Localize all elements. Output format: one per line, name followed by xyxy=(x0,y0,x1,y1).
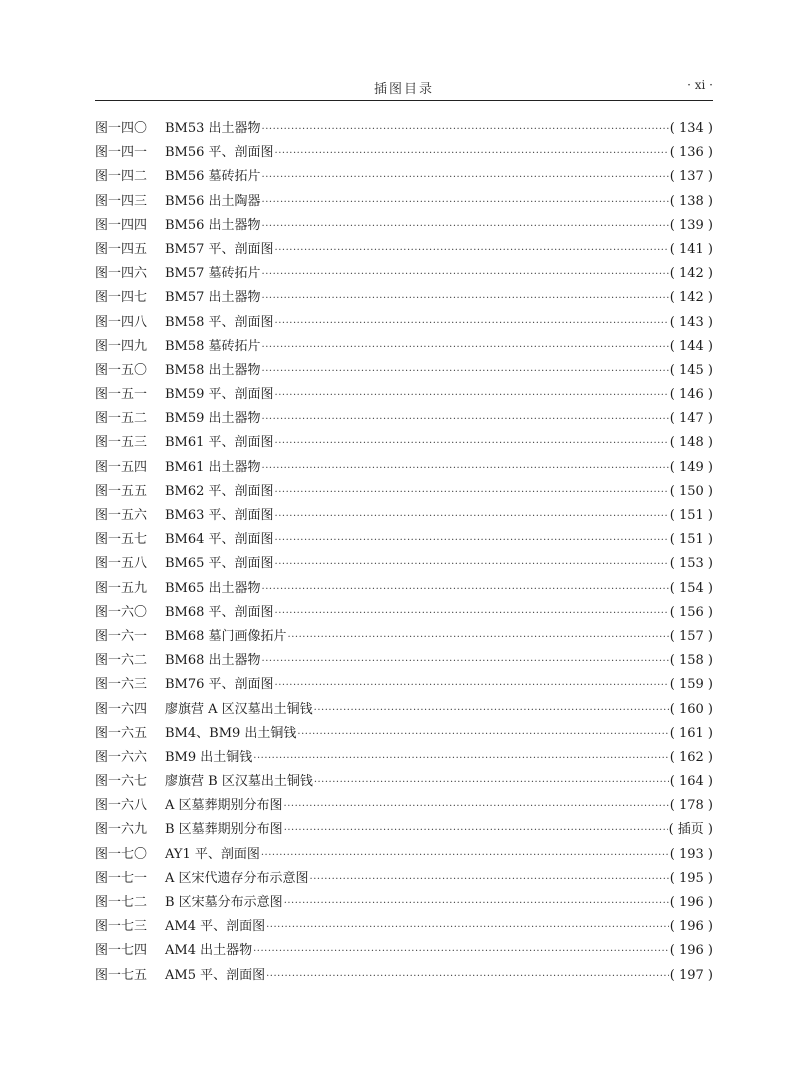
dot-leader xyxy=(284,795,669,819)
figure-title: BM62 平、剖面图 xyxy=(165,483,274,499)
figure-title: B 区墓葬期别分布图 xyxy=(165,822,283,838)
figure-title: BM59 出土器物 xyxy=(165,411,261,427)
figure-number: 图一四九 xyxy=(95,338,148,354)
figure-title: BM61 出土器物 xyxy=(165,459,261,475)
toc-entry[interactable] xyxy=(95,262,713,286)
figure-number: 图一七四 xyxy=(95,943,148,959)
figure-number: 图一五九 xyxy=(95,580,148,596)
figure-number: 图一四一 xyxy=(95,145,148,161)
toc-entry[interactable] xyxy=(95,649,713,673)
figure-title: BM68 墓门画像拓片 xyxy=(165,628,287,644)
figure-number: 图一六一 xyxy=(95,628,148,644)
running-head-title: 插图目录 xyxy=(373,82,434,97)
figure-number: 图一七一 xyxy=(95,870,148,886)
toc-entry[interactable] xyxy=(95,794,713,818)
page-reference: ( 143 ) xyxy=(669,314,713,330)
toc-entry[interactable] xyxy=(95,698,713,722)
dot-leader xyxy=(262,457,669,481)
header-rule xyxy=(95,100,713,101)
figure-number: 图一五二 xyxy=(95,411,148,427)
page-reference: ( 134 ) xyxy=(669,121,713,136)
page-number: · xi · xyxy=(687,78,713,92)
toc-entry[interactable] xyxy=(95,311,713,335)
figure-title: BM76 平、剖面图 xyxy=(165,677,274,693)
figure-title: BM58 墓砖拓片 xyxy=(165,338,261,354)
figure-number: 图一六二 xyxy=(95,653,148,669)
page-reference: ( 138 ) xyxy=(669,193,713,209)
figure-title: BM65 出土器物 xyxy=(165,580,261,596)
toc-entry[interactable] xyxy=(95,165,713,189)
page-reference: ( 142 ) xyxy=(669,290,713,306)
figure-title: BM64 平、剖面图 xyxy=(165,532,274,548)
figure-number: 图一四六 xyxy=(95,266,148,282)
dot-leader xyxy=(275,142,669,166)
dot-leader xyxy=(275,384,669,408)
toc-entry[interactable] xyxy=(95,456,713,480)
toc-entry[interactable] xyxy=(95,722,713,746)
page-reference: ( 153 ) xyxy=(669,556,713,572)
dot-leader xyxy=(275,674,669,698)
figure-title: BM56 出土器物 xyxy=(165,217,261,233)
page-reference: ( 插页 ) xyxy=(668,822,713,838)
dot-leader xyxy=(262,118,669,142)
toc-entry[interactable] xyxy=(95,117,713,141)
page-reference: ( 142 ) xyxy=(669,266,713,282)
dot-leader xyxy=(262,336,669,360)
dot-leader xyxy=(266,916,669,940)
figure-title: AM4 出土器物 xyxy=(165,943,253,959)
dot-leader xyxy=(275,312,669,336)
toc-entry[interactable] xyxy=(95,286,713,310)
figure-number: 图一七〇 xyxy=(95,846,148,862)
figure-title: BM68 平、剖面图 xyxy=(165,604,274,620)
figure-number: 图一六五 xyxy=(95,725,148,741)
page-reference: ( 150 ) xyxy=(669,483,713,499)
figure-title: B 区宋墓分布示意图 xyxy=(165,895,283,910)
page-reference: ( 144 ) xyxy=(669,338,713,354)
toc-entry[interactable] xyxy=(95,214,713,238)
toc-entry[interactable] xyxy=(95,746,713,770)
figure-number: 图一四五 xyxy=(95,241,148,257)
figure-number: 图一五八 xyxy=(95,556,148,572)
figure-number: 图一六八 xyxy=(95,798,148,814)
toc-entry[interactable] xyxy=(95,939,713,963)
dot-leader xyxy=(275,505,669,529)
page-reference: ( 178 ) xyxy=(669,798,713,814)
figure-title: BM56 墓砖拓片 xyxy=(165,169,261,185)
page-reference: ( 157 ) xyxy=(669,628,713,644)
figure-number: 图一七二 xyxy=(95,895,148,910)
page-reference: ( 151 ) xyxy=(669,532,713,548)
page-reference: ( 146 ) xyxy=(669,387,713,403)
toc-entry[interactable] xyxy=(95,601,713,625)
dot-leader xyxy=(275,553,669,577)
dot-leader xyxy=(253,747,668,771)
toc-entry[interactable] xyxy=(95,141,713,165)
figure-number: 图一七三 xyxy=(95,919,148,935)
figure-number: 图一五五 xyxy=(95,483,148,499)
dot-leader xyxy=(262,650,669,674)
figure-number: 图一六〇 xyxy=(95,604,148,620)
dot-leader xyxy=(297,723,668,747)
dot-leader xyxy=(262,408,669,432)
figure-title: BM57 出土器物 xyxy=(165,290,261,306)
figure-number: 图一四七 xyxy=(95,290,148,306)
figure-title: BM56 平、剖面图 xyxy=(165,145,274,161)
figure-number: 图一五〇 xyxy=(95,362,148,378)
page-reference: ( 156 ) xyxy=(669,604,713,620)
figure-title: 廖旗营 B 区汉墓出土铜钱 xyxy=(165,774,313,790)
toc-entry[interactable] xyxy=(95,238,713,262)
toc-entry[interactable] xyxy=(95,407,713,431)
page-header xyxy=(95,78,713,100)
figure-title: 廖旗营 A 区汉墓出土铜钱 xyxy=(165,701,313,717)
toc-entry[interactable] xyxy=(95,818,713,842)
figure-number: 图一五一 xyxy=(95,387,148,403)
figure-title: BM58 出土器物 xyxy=(165,362,261,378)
page-reference: ( 139 ) xyxy=(669,217,713,233)
page-reference: ( 149 ) xyxy=(669,459,713,475)
page-reference: ( 136 ) xyxy=(669,145,713,161)
dot-leader xyxy=(275,432,669,456)
dot-leader xyxy=(275,602,669,626)
page-reference: ( 159 ) xyxy=(669,677,713,693)
toc-entry[interactable] xyxy=(95,335,713,359)
figure-number: 图一四八 xyxy=(95,314,148,330)
toc-entry[interactable] xyxy=(95,770,713,794)
toc-entry[interactable] xyxy=(95,383,713,407)
dot-leader xyxy=(262,191,669,215)
page-reference: ( 147 ) xyxy=(669,411,713,427)
page-reference: ( 195 ) xyxy=(669,870,713,886)
page-reference: ( 164 ) xyxy=(669,774,713,790)
figure-title: A 区墓葬期别分布图 xyxy=(165,798,283,814)
figure-number: 图一五六 xyxy=(95,508,148,523)
figure-title: AY1 平、剖面图 xyxy=(165,846,260,862)
figure-title: BM61 平、剖面图 xyxy=(165,435,274,451)
page-reference: ( 196 ) xyxy=(669,919,713,935)
figure-number: 图一五七 xyxy=(95,532,148,548)
dot-leader xyxy=(253,940,669,964)
figure-number: 图一四二 xyxy=(95,169,148,185)
figure-number: 图一四三 xyxy=(95,193,148,209)
page-reference: ( 196 ) xyxy=(669,943,713,959)
toc-entry[interactable] xyxy=(95,431,713,455)
page-reference: ( 162 ) xyxy=(669,749,713,765)
dot-leader xyxy=(262,263,669,287)
figure-title: BM4、BM9 出土铜钱 xyxy=(165,725,297,741)
toc-entry[interactable] xyxy=(95,504,713,528)
dot-leader xyxy=(310,868,669,892)
page-reference: ( 197 ) xyxy=(669,967,713,983)
toc-entry[interactable] xyxy=(95,673,713,697)
toc-entry[interactable] xyxy=(95,867,713,891)
figure-number: 图一六九 xyxy=(95,822,148,838)
toc-entry[interactable] xyxy=(95,964,713,988)
toc-entry[interactable] xyxy=(95,480,713,504)
figure-number: 图一六七 xyxy=(95,774,148,790)
page-reference: ( 158 ) xyxy=(669,653,713,669)
dot-leader xyxy=(262,166,669,190)
toc-entry[interactable] xyxy=(95,552,713,576)
dot-leader xyxy=(266,965,669,989)
dot-leader xyxy=(262,215,669,239)
toc-entry[interactable] xyxy=(95,190,713,214)
dot-leader xyxy=(262,578,669,602)
dot-leader xyxy=(314,699,669,723)
figure-title: BM9 出土铜钱 xyxy=(165,749,253,765)
figure-title: BM65 平、剖面图 xyxy=(165,556,274,572)
figure-number: 图一六六 xyxy=(95,749,148,765)
figure-number: 图一五三 xyxy=(95,435,148,451)
figure-number: 图一六三 xyxy=(95,677,148,693)
figure-title: BM58 平、剖面图 xyxy=(165,314,274,330)
dot-leader xyxy=(284,892,669,916)
figure-number: 图一六四 xyxy=(95,701,148,717)
dot-leader xyxy=(288,626,669,650)
figure-title: BM57 平、剖面图 xyxy=(165,241,274,257)
page-reference: ( 193 ) xyxy=(669,846,713,862)
figure-list xyxy=(95,117,713,988)
figure-number: 图一七五 xyxy=(95,967,148,983)
dot-leader xyxy=(262,287,669,311)
page-reference: ( 148 ) xyxy=(669,435,713,451)
toc-entry[interactable] xyxy=(95,359,713,383)
dot-leader xyxy=(275,529,669,553)
figure-title: BM57 墓砖拓片 xyxy=(165,266,261,282)
page-reference: ( 196 ) xyxy=(669,895,713,910)
dot-leader xyxy=(275,239,669,263)
toc-entry[interactable] xyxy=(95,915,713,939)
toc-entry[interactable] xyxy=(95,891,713,915)
figure-title: AM5 平、剖面图 xyxy=(165,967,266,983)
page-reference: ( 145 ) xyxy=(669,362,713,378)
page-reference: ( 154 ) xyxy=(669,580,713,596)
figure-title: BM53 出土器物 xyxy=(165,121,261,136)
dot-leader xyxy=(261,844,669,868)
toc-entry[interactable] xyxy=(95,843,713,867)
toc-entry[interactable] xyxy=(95,577,713,601)
figure-number: 图一四四 xyxy=(95,217,148,233)
page-reference: ( 137 ) xyxy=(669,169,713,185)
dot-leader xyxy=(314,771,669,795)
figure-title: A 区宋代遗存分布示意图 xyxy=(165,870,309,886)
figure-title: BM56 出土陶器 xyxy=(165,193,261,209)
page-reference: ( 160 ) xyxy=(669,701,713,717)
figure-number: 图一四〇 xyxy=(95,121,148,136)
dot-leader xyxy=(284,819,668,843)
toc-entry[interactable] xyxy=(95,625,713,649)
page-reference: ( 161 ) xyxy=(669,725,713,741)
figure-title: AM4 平、剖面图 xyxy=(165,919,266,935)
figure-number: 图一五四 xyxy=(95,459,148,475)
figure-title: BM63 平、剖面图 xyxy=(165,508,274,523)
dot-leader xyxy=(275,481,669,505)
toc-entry[interactable] xyxy=(95,528,713,552)
figure-title: BM68 出土器物 xyxy=(165,653,261,669)
page-reference: ( 151 ) xyxy=(669,508,713,523)
figure-title: BM59 平、剖面图 xyxy=(165,387,274,403)
dot-leader xyxy=(262,360,669,384)
page-reference: ( 141 ) xyxy=(669,241,713,257)
